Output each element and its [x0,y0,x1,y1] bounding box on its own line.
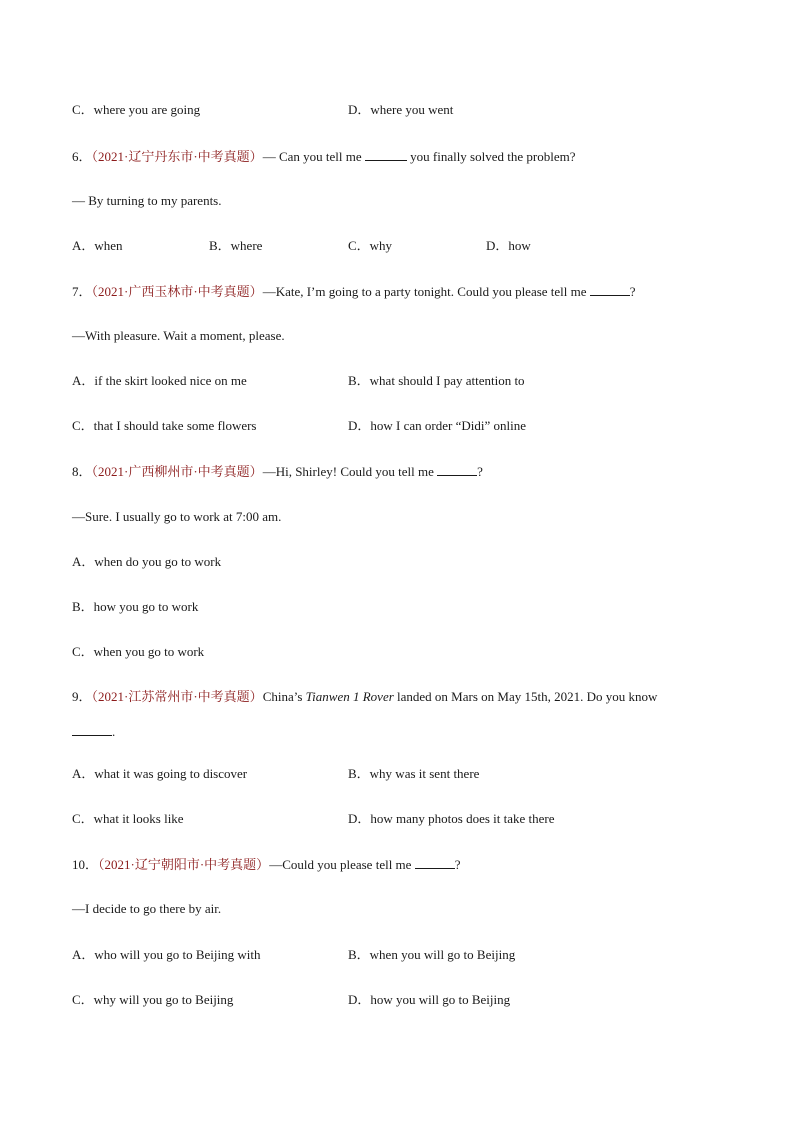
question-source: （2021·广西柳州市·中考真题） [91,464,263,479]
option-c: C．that I should take some flowers [72,418,257,433]
rover-name: Tianwen 1 Rover [305,689,394,704]
question-number: 9． [72,689,92,704]
option-d: D．how many photos does it take there [348,811,555,826]
question-text: —Kate, I’m going to a party tonight. Could you please tell me [262,284,587,299]
question-number: 10． [72,857,99,872]
option-a: A．what it was going to discover [72,766,248,781]
question-10-reply: —I decide to go there by air. [72,901,222,916]
question-text: . [112,724,116,739]
question-text: —Hi, Shirley! Could you tell me [262,464,434,479]
question-6-reply: — By turning to my parents. [72,193,222,208]
question-text: ? [454,857,461,872]
question-text: you finally solved the problem? [410,149,576,164]
question-text: — Can you tell me [262,149,362,164]
question-9-stem [72,689,657,705]
option-c: C．why [348,238,393,253]
question-source: （2021·辽宁丹东市·中考真题） [91,149,263,164]
question-text: China’s [262,689,303,704]
question-number: 7． [72,284,92,299]
option-a: A．when do you go to work [72,554,222,569]
question-10-stem [72,856,460,873]
option-c: C．why will you go to Beijing [72,992,234,1007]
question-7-stem [72,283,636,300]
question-8-reply: —Sure. I usually go to work at 7:00 am. [72,509,282,524]
option-d: D．how you will go to Beijing [348,992,511,1007]
option-b: B．why was it sent there [348,766,480,781]
option-a: A．when [72,238,123,253]
option-c: C．where you are going [72,102,201,117]
question-source: （2021·辽宁朝阳市·中考真题） [98,857,270,872]
question-number: 6． [72,149,92,164]
option-c: C．what it looks like [72,811,184,826]
option-a: A．if the skirt looked nice on me [72,373,247,388]
question-source: （2021·江苏常州市·中考真题） [91,689,263,704]
option-c: C．when you go to work [72,644,205,659]
answer-blank [415,856,455,869]
question-8-stem [72,463,483,480]
answer-blank [72,723,112,736]
question-text: landed on Mars on May 15th, 2021. Do you know [397,689,658,704]
option-a: A．who will you go to Beijing with [72,947,261,962]
option-b: B．what should I pay attention to [348,373,525,388]
answer-blank [590,283,630,296]
question-text: ? [477,464,483,479]
question-source: （2021·广西玉林市·中考真题） [91,284,263,299]
option-b: B．where [209,238,263,253]
question-number: 8． [72,464,92,479]
option-d: D．how [486,238,531,253]
option-b: B．how you go to work [72,599,199,614]
option-d: D．where you went [348,102,454,117]
question-text: —Could you please tell me [269,857,412,872]
question-7-reply: —With pleasure. Wait a moment, please. [72,328,285,343]
question-text: ? [629,284,636,299]
option-d: D．how I can order “Didi” online [348,418,526,433]
answer-blank [365,148,407,161]
option-b: B．when you will go to Beijing [348,947,516,962]
question-6-stem [72,148,575,165]
question-9-blank-line [72,723,115,740]
answer-blank [437,463,477,476]
